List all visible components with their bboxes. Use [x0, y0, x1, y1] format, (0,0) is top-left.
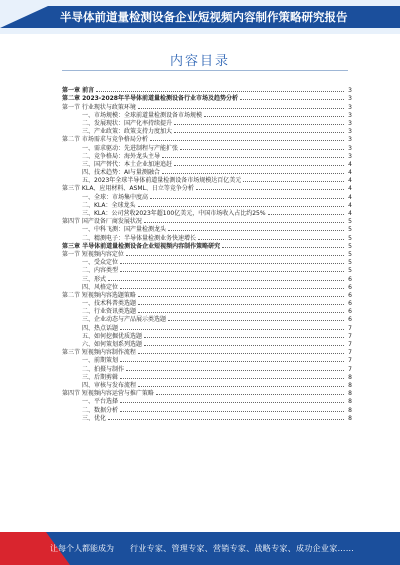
toc-entry[interactable]	[62, 348, 352, 356]
toc-entry-text: 第一节 行业现状与政策环境	[62, 103, 136, 111]
toc-leader-dots	[120, 378, 344, 379]
toc-leader-dots	[120, 288, 344, 289]
toc-leader-dots	[150, 198, 344, 199]
toc-page-number: 3	[345, 128, 352, 135]
toc-entry-text: 第二节 短视频内容选题策略	[62, 291, 136, 299]
toc-leader-dots	[168, 230, 344, 231]
toc-entry[interactable]	[62, 340, 352, 348]
toc-leader-dots	[138, 312, 344, 313]
toc-entry[interactable]	[62, 315, 352, 323]
toc-leader-dots	[174, 132, 344, 133]
toc-entry[interactable]	[62, 176, 352, 184]
toc-entry-text: 三、企业动态与产品展示类选题	[82, 316, 167, 324]
toc-entry[interactable]	[62, 307, 352, 315]
toc-leader-dots	[268, 214, 344, 215]
toc-entry-text: 二、行业资讯类选题	[82, 308, 137, 316]
toc-entry-text: 三、后期剪辑	[82, 373, 119, 381]
toc-page-number: 6	[345, 284, 352, 291]
toc-page-number: 4	[345, 177, 352, 184]
toc-entry[interactable]	[62, 258, 352, 266]
toc-entry[interactable]	[62, 405, 352, 413]
toc-entry[interactable]	[62, 217, 352, 225]
header-accent-shape	[0, 6, 48, 28]
toc-page-number: 3	[345, 136, 352, 143]
toc-entry[interactable]	[62, 233, 352, 241]
toc-page-number: 5	[345, 251, 352, 258]
toc-entry-text: 三、KLA：公司营收2023年超100亿美元，中国市场收入占比约25%	[82, 210, 266, 217]
toc-page-number: 8	[345, 374, 352, 381]
toc-leader-dots	[204, 116, 344, 117]
toc-entry-text: 二、发展现状：国产化率持续提升	[82, 119, 173, 127]
toc-divider	[62, 70, 348, 71]
toc-page-number: 4	[345, 194, 352, 201]
toc-page-number: 3	[345, 87, 352, 94]
footer-roles: 行业专家、管理专家、营销专家、战略专家、成功企业家……	[130, 544, 355, 553]
toc-entry-text: 三、形式	[82, 275, 107, 283]
toc-entry-text: 第三节 KLA、应用材料、ASML、日立等竞争分析	[62, 185, 194, 193]
toc-leader-dots	[240, 99, 344, 100]
toc-entry-text: 二、内容类型	[82, 267, 119, 275]
toc-page-number: 5	[345, 218, 352, 225]
toc-entry-text: 第三节 短视频内容制作流程	[62, 349, 136, 357]
toc-entry[interactable]	[62, 299, 352, 307]
toc-leader-dots	[162, 173, 344, 174]
toc-entry-text: 一、受众定位	[82, 259, 119, 267]
toc-entry-text: 二、精测电子：半导体量检测业务快速增长	[82, 234, 197, 242]
toc-entry[interactable]	[62, 225, 352, 233]
toc-entry[interactable]	[62, 414, 352, 422]
toc-entry[interactable]	[62, 323, 352, 331]
toc-entry[interactable]	[62, 381, 352, 389]
toc-page-number: 3	[345, 153, 352, 160]
toc-leader-dots	[174, 124, 344, 125]
toc-page-number: 3	[345, 104, 352, 111]
toc-leader-dots	[150, 140, 344, 141]
toc-page-number: 4	[345, 185, 352, 192]
toc-page-number: 6	[345, 300, 352, 307]
toc-entry[interactable]	[62, 86, 352, 94]
toc-leader-dots	[120, 411, 344, 412]
toc-entry-text: 四、风格定位	[82, 283, 119, 291]
toc-page-number: 7	[345, 341, 352, 348]
toc-leader-dots	[174, 165, 344, 166]
toc-entry-text: 一、市场规模：全球前道量检测设备市场规模	[82, 111, 203, 119]
toc-entry-text: 四、审核与发布流程	[82, 381, 137, 389]
toc-leader-dots	[126, 370, 344, 371]
toc-entry[interactable]	[62, 291, 352, 299]
toc-entry[interactable]	[62, 250, 352, 258]
toc-entry[interactable]	[62, 274, 352, 282]
toc-page-number: 5	[345, 259, 352, 266]
toc-entry[interactable]	[62, 127, 352, 135]
toc-leader-dots	[168, 320, 344, 321]
toc-leader-dots	[120, 263, 344, 264]
toc-page-number: 4	[345, 161, 352, 168]
toc-leader-dots	[138, 296, 344, 297]
toc-entry[interactable]	[62, 168, 352, 176]
toc-page-number: 5	[345, 267, 352, 274]
toc-entry[interactable]	[62, 152, 352, 160]
toc-leader-dots	[144, 337, 344, 338]
toc-entry[interactable]	[62, 111, 352, 119]
toc-page-number: 8	[345, 415, 352, 422]
toc-page-number: 3	[345, 112, 352, 119]
toc-entry-text: 第三章 半导体前道量检测设备企业短视频内容制作策略研究	[62, 242, 221, 250]
toc-entry-text: 第一节 短视频内容定位	[62, 250, 124, 258]
toc-leader-dots	[120, 329, 344, 330]
toc-entry-text: 三、优化	[82, 414, 107, 422]
toc-leader-dots	[108, 280, 344, 281]
toc-page-number: 4	[345, 202, 352, 209]
toc-leader-dots	[156, 394, 344, 395]
toc-page-number: 7	[345, 325, 352, 332]
toc-page-number: 8	[345, 382, 352, 389]
toc-entry[interactable]	[62, 102, 352, 110]
toc-page-number: 3	[345, 145, 352, 152]
toc-entry[interactable]	[62, 283, 352, 291]
toc-entry-text: 一、前期策划	[82, 357, 119, 365]
toc-entry-text: 第四节 国产设备厂商发展状况	[62, 218, 142, 226]
toc-page-number: 5	[345, 243, 352, 250]
toc-page-number: 7	[345, 366, 352, 373]
toc-leader-dots	[196, 189, 344, 190]
toc-entry-text: 四、热点话题	[82, 324, 119, 332]
toc-page-number: 7	[345, 349, 352, 356]
toc-page-number: 6	[345, 276, 352, 283]
toc-page-number: 6	[345, 292, 352, 299]
toc-leader-dots	[96, 91, 344, 92]
toc-entry[interactable]	[62, 119, 352, 127]
footer-slogan: 让每个人都能成为	[50, 544, 114, 553]
toc-page-number: 4	[345, 210, 352, 217]
toc-entry-text: 五、2023年全球半导体前道量检测设备市场规模达百亿美元	[82, 177, 242, 185]
header-band	[0, 0, 400, 34]
toc-entry[interactable]	[62, 160, 352, 168]
toc-entry[interactable]	[62, 242, 352, 250]
toc-entry[interactable]	[62, 266, 352, 274]
toc-entry[interactable]	[62, 389, 352, 397]
toc-leader-dots	[243, 181, 344, 182]
toc-entry-text: 第二节 市场需求与竞争格局分析	[62, 136, 148, 144]
toc-page-number: 8	[345, 390, 352, 397]
toc-page-number: 5	[345, 235, 352, 242]
toc-page-number: 6	[345, 316, 352, 323]
toc-entry-text: 一、全球：市场集中度高	[82, 193, 149, 201]
toc-heading: 内容目录	[169, 54, 230, 69]
report-title: 半导体前道量检测设备企业短视频内容制作策略研究报告	[60, 10, 348, 24]
toc-leader-dots	[138, 206, 344, 207]
toc-leader-dots	[108, 419, 344, 420]
toc-page-number: 8	[345, 407, 352, 414]
toc-entry-text: 一、中科飞测：国产量检测龙头	[82, 226, 167, 234]
toc-page-number: 7	[345, 357, 352, 364]
toc-page-number: 4	[345, 169, 352, 176]
toc-entry[interactable]	[62, 143, 352, 151]
toc-entry-text: 一、需求驱动：先进制程与产能扩张	[82, 144, 179, 152]
toc-entry-text: 二、KLA：全球龙头	[82, 201, 136, 209]
toc-leader-dots	[138, 108, 344, 109]
toc-entry-text: 二、数据分析	[82, 406, 119, 414]
toc-entry[interactable]	[62, 135, 352, 143]
table-of-contents	[62, 86, 352, 422]
toc-page-number: 8	[345, 398, 352, 405]
toc-entry-text: 一、技术科普类选题	[82, 300, 137, 308]
toc-entry-text: 二、竞争格局：海外龙头主导	[82, 152, 161, 160]
toc-page-number: 5	[345, 226, 352, 233]
toc-entry[interactable]	[62, 209, 352, 217]
toc-leader-dots	[138, 353, 344, 354]
toc-page-number: 3	[345, 120, 352, 127]
toc-entry-text: 一、平台选择	[82, 398, 119, 406]
toc-leader-dots	[120, 361, 344, 362]
toc-entry[interactable]	[62, 356, 352, 364]
toc-leader-dots	[126, 255, 344, 256]
toc-entry-text: 第四节 短视频内容运营与推广策略	[62, 390, 154, 398]
toc-page-number: 6	[345, 308, 352, 315]
toc-entry[interactable]	[62, 397, 352, 405]
toc-leader-dots	[198, 239, 344, 240]
toc-entry-text: 第二章 2023-2028年半导体前道量检测设备行业市场及趋势分析	[62, 95, 238, 103]
toc-leader-dots	[138, 386, 344, 387]
toc-entry[interactable]	[62, 373, 352, 381]
toc-leader-dots	[120, 271, 344, 272]
toc-leader-dots	[144, 345, 344, 346]
footer-red-block	[0, 532, 46, 565]
toc-leader-dots	[138, 304, 344, 305]
toc-entry-text: 三、国产替代：本土企业加速追赶	[82, 160, 173, 168]
toc-entry[interactable]	[62, 332, 352, 340]
toc-entry-text: 第一章 前言	[62, 87, 95, 95]
toc-entry[interactable]	[62, 201, 352, 209]
toc-leader-dots	[162, 157, 344, 158]
toc-entry[interactable]	[62, 94, 352, 102]
toc-leader-dots	[120, 402, 344, 403]
toc-entry-text: 五、如何挖掘优质选题	[82, 332, 143, 340]
toc-entry-text: 二、拍摄与制作	[82, 365, 125, 373]
toc-entry[interactable]	[62, 364, 352, 372]
toc-page-number: 7	[345, 333, 352, 340]
toc-page-number: 3	[345, 95, 352, 102]
toc-entry-text: 三、产业政策：政策支持力度加大	[82, 128, 173, 136]
toc-leader-dots	[180, 149, 344, 150]
toc-entry[interactable]	[62, 192, 352, 200]
toc-entry-text: 六、如何策划系列选题	[82, 341, 143, 348]
toc-entry-text: 四、技术趋势：AI与量测融合	[82, 169, 160, 177]
toc-leader-dots	[222, 247, 344, 248]
toc-entry[interactable]	[62, 184, 352, 192]
toc-leader-dots	[144, 222, 344, 223]
